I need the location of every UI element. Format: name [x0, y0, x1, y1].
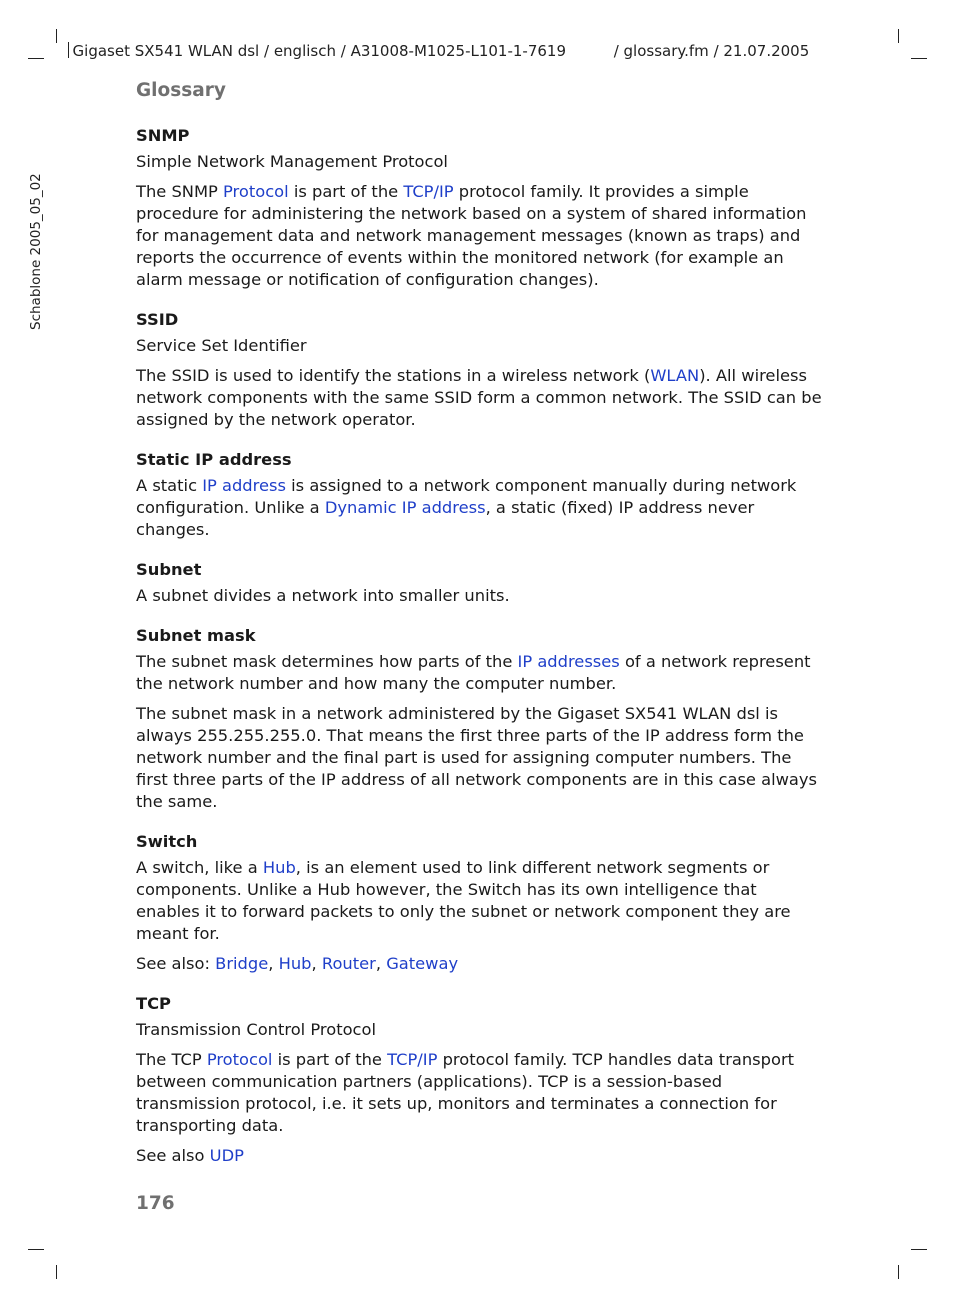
- glossary-term: SSID: [136, 310, 179, 329]
- page-header: [58, 24, 809, 60]
- cross-reference-link[interactable]: TCP/IP: [387, 1050, 438, 1069]
- cross-reference-link[interactable]: WLAN: [650, 366, 700, 385]
- glossary-entry: [136, 309, 822, 431]
- cross-reference-link[interactable]: TCP/IP: [403, 182, 454, 201]
- body-text: The subnet mask in a network administered by the Gigaset SX541 WLAN dsl is always 255.255.255.0. That means the first three parts of the IP address form the network number and the final part is used for assigning computer numbers. The first three parts of the IP address of all network components are in this case always the same.: [136, 704, 818, 811]
- glossary-term: Subnet: [136, 560, 202, 579]
- body-text: Transmission Control Protocol: [136, 1020, 376, 1039]
- crop-mark: [898, 29, 899, 43]
- body-text: protocol family. It provides a simple procedure for administering the network based on a system of shared information for management data and network management messages (known as traps) and reports the occurrence of events within the monitored network (for example an alarm message or notification of configuration changes).: [136, 182, 807, 289]
- glossary-paragraph: [136, 651, 822, 695]
- crop-mark: [56, 1265, 57, 1279]
- body-text: of a network represent the network number and how many the computer number.: [136, 652, 811, 693]
- glossary-paragraph: [136, 703, 822, 813]
- glossary-term: SNMP: [136, 126, 190, 145]
- body-text: ,: [268, 954, 279, 973]
- glossary-entry: [136, 559, 822, 607]
- body-text: Service Set Identifier: [136, 336, 307, 355]
- glossary-paragraph: [136, 857, 822, 945]
- body-text: is part of the: [288, 182, 404, 201]
- cross-reference-link[interactable]: Bridge: [215, 954, 269, 973]
- body-text: ). All wireless network components with the same SSID form a common network. The SSID can be assigned by the network operator.: [136, 366, 822, 429]
- glossary-paragraph: [136, 335, 822, 357]
- glossary-paragraph: [136, 475, 822, 541]
- glossary-paragraph: [136, 181, 822, 291]
- glossary-entry: [136, 993, 822, 1167]
- crop-mark: [911, 1249, 927, 1250]
- cross-reference-link[interactable]: Dynamic IP address: [324, 498, 486, 517]
- body-text: is part of the: [272, 1050, 388, 1069]
- glossary-term: Subnet mask: [136, 626, 256, 645]
- crop-mark: [56, 29, 57, 43]
- cross-reference-link[interactable]: Hub: [262, 858, 296, 877]
- cross-reference-link[interactable]: Protocol: [223, 182, 289, 201]
- glossary-content: [136, 125, 822, 1185]
- cross-reference-link[interactable]: Hub: [278, 954, 312, 973]
- glossary-paragraph: [136, 365, 822, 431]
- cross-reference-link[interactable]: IP address: [202, 476, 286, 495]
- glossary-term: Switch: [136, 832, 198, 851]
- body-text: is assigned to a network component manually during network configuration. Unlike a: [136, 476, 797, 517]
- body-text: A static: [136, 476, 203, 495]
- glossary-paragraph: [136, 151, 822, 173]
- header-right-text: / glossary.fm / 21.07.2005: [613, 42, 810, 60]
- body-text: See also:: [136, 954, 216, 973]
- body-text: A subnet divides a network into smaller units.: [136, 586, 510, 605]
- cross-reference-link[interactable]: Protocol: [206, 1050, 273, 1069]
- body-text: , is an element used to link different network segments or components. Unlike a Hub however, the Switch has its own intelligence that enables it to forward packets to only the subnet or network component they are meant for.: [136, 858, 791, 943]
- body-text: , a static (fixed) IP address never changes.: [136, 498, 755, 539]
- header-left-text: Gigaset SX541 WLAN dsl / englisch / A31008-M1025-L101-1-7619: [72, 42, 567, 60]
- glossary-paragraph: [136, 953, 822, 975]
- cross-reference-link[interactable]: Gateway: [386, 954, 459, 973]
- glossary-entry: [136, 625, 822, 813]
- body-text: A switch, like a: [136, 858, 263, 877]
- cross-reference-link[interactable]: IP addresses: [517, 652, 620, 671]
- crop-mark: [28, 58, 44, 59]
- crop-mark: [28, 1249, 44, 1250]
- glossary-term: TCP: [136, 994, 171, 1013]
- glossary-paragraph: [136, 585, 822, 607]
- body-text: ,: [311, 954, 322, 973]
- body-text: ,: [375, 954, 387, 973]
- glossary-term: Static IP address: [136, 450, 292, 469]
- header-separator: [68, 42, 69, 58]
- crop-mark: [898, 1265, 899, 1279]
- glossary-paragraph: [136, 1145, 822, 1167]
- glossary-entry: [136, 125, 822, 291]
- running-head: Glossary: [136, 80, 226, 101]
- glossary-paragraph: [136, 1019, 822, 1041]
- body-text: Simple Network Management Protocol: [136, 152, 448, 171]
- page-number: 176: [136, 1193, 175, 1214]
- body-text: The TCP: [136, 1050, 207, 1069]
- glossary-entry: [136, 831, 822, 975]
- cross-reference-link[interactable]: Router: [321, 954, 376, 973]
- body-text: The subnet mask determines how parts of the: [136, 652, 518, 671]
- body-text: The SNMP: [136, 182, 224, 201]
- glossary-paragraph: [136, 1049, 822, 1137]
- crop-mark: [911, 58, 927, 59]
- body-text: The SSID is used to identify the stations in a wireless network (: [136, 366, 651, 385]
- glossary-entry: [136, 449, 822, 541]
- cross-reference-link[interactable]: UDP: [209, 1146, 244, 1165]
- template-side-label: Schablone 2005_05_02: [28, 173, 44, 330]
- body-text: protocol family. TCP handles data transport between communication partners (applications). TCP is a session-based transmission protocol, i.e. it sets up, monitors and terminates a connection for transporting data.: [136, 1050, 795, 1135]
- body-text: See also: [136, 1146, 210, 1165]
